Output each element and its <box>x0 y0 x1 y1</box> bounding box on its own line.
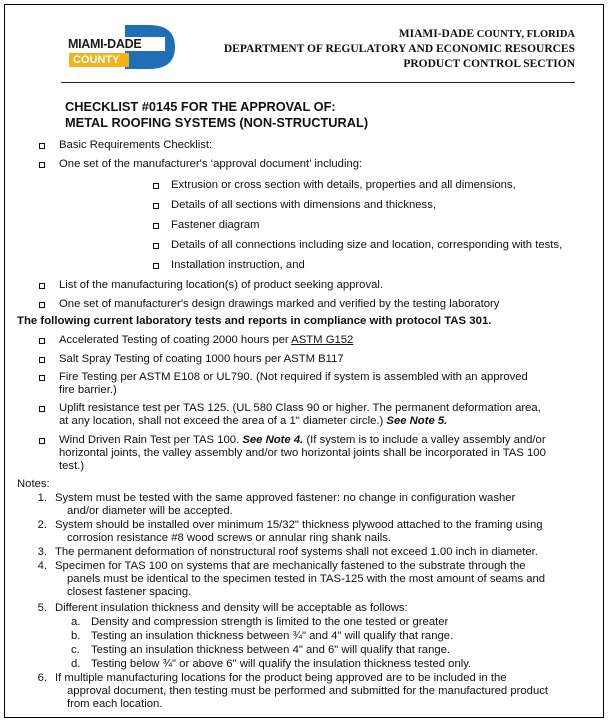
checkbox-icon[interactable] <box>153 183 159 189</box>
logo-text-line2: COUNTY <box>73 54 120 66</box>
checklist-title: CHECKLIST #0145 FOR THE APPROVAL OF: METAL ROOFING SYSTEMS (NON-STRUCTURAL) <box>65 99 369 130</box>
header-line-3: PRODUCT CONTROL SECTION <box>403 58 575 70</box>
logo-text-line1: MIAMI-DADE <box>68 37 142 51</box>
header-line-2: DEPARTMENT OF REGULATORY AND ECONOMIC RESOURCES <box>223 43 575 55</box>
checkbox-icon[interactable] <box>39 162 45 168</box>
miami-dade-county-logo <box>67 23 177 71</box>
checkbox-icon[interactable] <box>153 203 159 209</box>
header-divider <box>61 82 575 83</box>
checkbox-icon[interactable] <box>39 338 45 344</box>
checkbox-icon[interactable] <box>39 438 45 444</box>
checkbox-icon[interactable] <box>39 375 45 381</box>
checkbox-icon[interactable] <box>153 263 159 269</box>
checkbox-icon[interactable] <box>39 406 45 412</box>
checkbox-icon[interactable] <box>39 357 45 363</box>
header-line-1: MIAMI-DADE COUNTY, FLORIDA <box>398 28 575 40</box>
checkbox-icon[interactable] <box>39 283 45 289</box>
checkbox-icon[interactable] <box>39 143 45 149</box>
document-page: MIAMI-DADE COUNTY MIAMI-DADE COUNTY, FLORIDA DEPARTMENT OF REGULATORY AND ECONOMIC RESOURCES PRODUCT CONTROL SECTION CHECKLIST #0145 FOR THE APPROVAL OF: METAL ROOFING SYSTEMS (NON-STRUCTURAL) Basic Requirements Checklist: One set of the manufacturer's ‘approval document’ including: Extrusion or cross section with details, properties and all dimensions, Details of all sections with dimensions and thickness, Fastener diagram Details of all connections including size and location, corresponding with tests, Installation instruction, and List of the manufacturing location(s) of product seeking approval. One set of manufacturer's design drawings marked and verified by the testing laboratory The following current laboratory tests and reports in compliance with protocol TAS 301. Accelerated Testing of coating 2000 hours per ASTM G152 Salt Spray Testing of coating 1000 hours per ASTM B117 Fire Testing per ASTM E108 or UL790. (Not required if system is assembled with an approved fire barrier.) Uplift resistance test per TAS 125. (UL 580 Class 90 or higher. The permanent deformation area, at any location, shall not exceed the area of a 1" diameter circle.) See Note 5. Wind Driven Rain Test per TAS 100. See Note 4. (If system is to include a valley assembly and/or horizontal joints, the valley assembly and/or two horizontal joints shall be incorporated in TAS 100 test.) Notes: 1. System must be tested with the same approved fastener: no change in configuration washer and/or diameter will be accepted. 2. System should be installed over minimum 15/32" thickness plywood attached to the framing using corrosion resistance #8 wood screws or annular ring shank nails. 3. The permanent deformation of nonstructural roof systems shall not exceed 1.00 inch in diameter. 4. Specimen for TAS 100 on systems that are mechanically fastened to the substrate through the panels must be identical to the specimen tested in TAS-125 with the most amount of seams and closest fastener spacing. 5. Different insulation thickness and density will be acceptable as follows: a. Density and compression strength is limited to the one tested or greater b. Testing an insulation thickness between ¾" and 4" will qualify that range. c. Testing an insulation thickness between 4" and 6" will qualify that range. d. Testing below ¾" or above 6" will qualify the insulation thickness tested only. 6. If multiple manufacturing locations for the product being approved are to be included in the approval document, then testing must be performed and submitted for the manufactured product from each location. <box>4 4 604 718</box>
checkbox-icon[interactable] <box>153 223 159 229</box>
checkbox-icon[interactable] <box>39 302 45 308</box>
agency-header <box>224 27 575 72</box>
checkbox-icon[interactable] <box>153 243 159 249</box>
astm-g152-link[interactable]: ASTM G152 <box>291 334 354 346</box>
